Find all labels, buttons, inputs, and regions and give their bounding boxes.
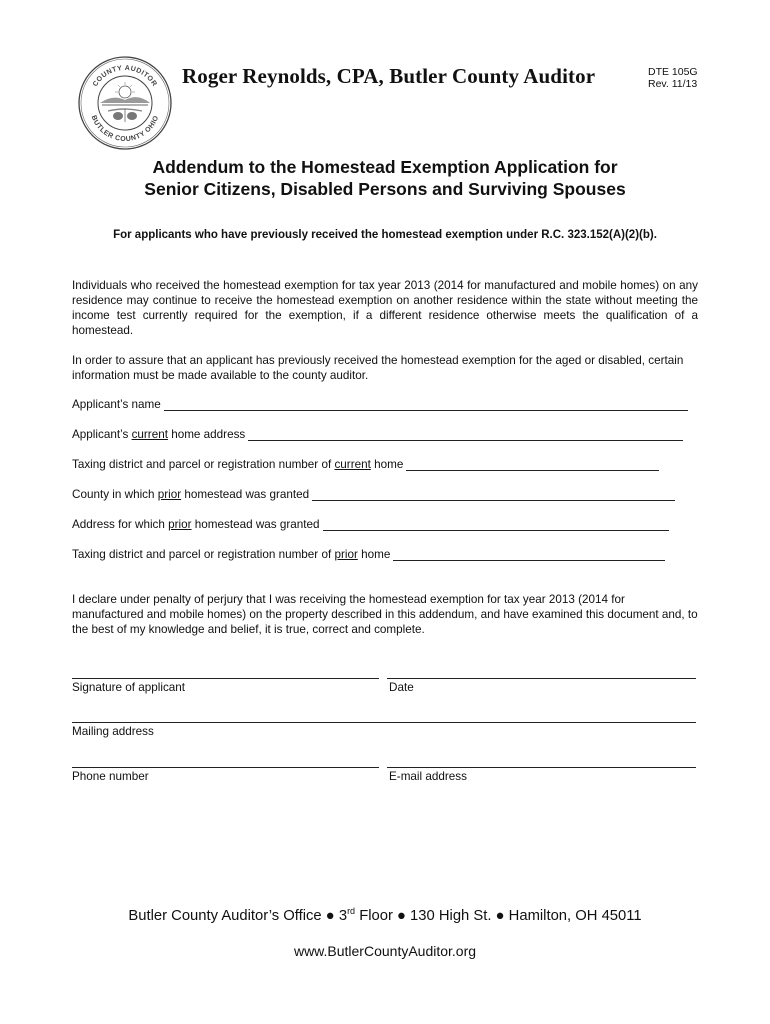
intro-paragraph: Individuals who received the homestead exemption for tax year 2013 (2014 for manufactured and mobile homes) on any residence may continue to receive the homestead exemption on another residence within the state without meeting the income test currently required for the exemption, if a different residence otherwise meets the qualification of a homestead. <box>72 279 698 337</box>
prior-parcel-label-em: prior <box>334 548 358 561</box>
current-parcel-field[interactable] <box>72 458 659 471</box>
signature-label: Signature of applicant <box>72 681 186 694</box>
county-label <box>72 488 309 501</box>
seal-landscape-icon <box>100 82 150 122</box>
applicant-name-line[interactable] <box>164 399 688 411</box>
seal-text-top: COUNTY AUDITOR <box>91 64 159 88</box>
county-line[interactable] <box>312 489 675 501</box>
applicant-name-label: Applicant’s name <box>72 398 161 411</box>
floor-superscript: rd <box>347 906 356 916</box>
phone-line[interactable] <box>72 767 379 768</box>
date-label: Date <box>389 681 414 694</box>
office-address <box>0 906 770 924</box>
title-line-1: Addendum to the Homestead Exemption Application for <box>152 157 618 177</box>
prior-address-field[interactable] <box>72 518 669 531</box>
county-label-post: homestead was granted <box>181 488 310 501</box>
current-parcel-label <box>72 458 403 471</box>
form-code <box>648 66 698 90</box>
prior-address-label-pre: Address for which <box>72 518 169 531</box>
county-label-pre: County in which <box>72 488 158 501</box>
prior-parcel-line[interactable] <box>393 549 665 561</box>
home-address-label-pre: Applicant’s <box>72 428 132 441</box>
website-link[interactable]: www.ButlerCountyAuditor.org <box>293 943 477 959</box>
prior-parcel-label-pre: Taxing district and parcel or registration number of <box>72 548 335 561</box>
email-label: E-mail address <box>389 770 467 783</box>
document-subtitle: For applicants who have previously received the homestead exemption under R.C. 323.152(A)(2)(b). <box>113 229 657 241</box>
home-address-label-em: current <box>131 428 168 441</box>
document-title <box>0 156 770 200</box>
county-label-em: prior <box>157 488 182 501</box>
office-address-part-1: Butler County Auditor’s Office ● 3 <box>128 908 348 924</box>
declaration-paragraph: I declare under penalty of perjury that I was receiving the homestead exemption for tax year 2013 (2014 for manufactured and mobile homes) on the property described in this addendum, and have examined this document and, to the best of my knowledge and belief, it is true, correct and complete. <box>72 593 698 636</box>
current-parcel-label-post: home <box>370 458 404 471</box>
prior-parcel-label-post: home <box>357 548 391 561</box>
mailing-address-label: Mailing address <box>72 725 154 738</box>
home-address-line[interactable] <box>248 429 683 441</box>
mailing-address-line[interactable] <box>72 722 696 723</box>
form-revision: Rev. 11/13 <box>648 78 698 90</box>
auditor-title: Roger Reynolds, CPA, Butler County Auditor <box>182 64 596 88</box>
title-line-2: Senior Citizens, Disabled Persons and Surviving Spouses <box>144 179 626 199</box>
county-field[interactable] <box>72 488 675 501</box>
home-address-label <box>72 428 245 441</box>
email-line[interactable] <box>387 767 696 768</box>
prior-parcel-field[interactable] <box>72 548 665 561</box>
home-address-field[interactable] <box>72 428 683 441</box>
signature-line[interactable] <box>72 678 379 679</box>
prior-address-label-post: homestead was granted <box>191 518 320 531</box>
prior-address-label <box>72 518 320 531</box>
form-number: DTE 105G <box>648 66 698 78</box>
current-parcel-label-pre: Taxing district and parcel or registration number of <box>72 458 335 471</box>
current-parcel-line[interactable] <box>406 459 659 471</box>
applicant-name-field[interactable] <box>72 398 688 411</box>
date-line[interactable] <box>387 678 696 679</box>
office-address-part-2: Floor ● 130 High St. ● Hamilton, OH 45011 <box>355 908 642 924</box>
home-address-label-post: home address <box>167 428 246 441</box>
phone-label: Phone number <box>72 770 149 783</box>
assure-paragraph: In order to assure that an applicant has previously received the homestead exemption for the aged or disabled, certain information must be made available to the county auditor. <box>72 354 684 382</box>
county-auditor-seal <box>78 56 172 150</box>
prior-parcel-label <box>72 548 390 561</box>
prior-address-label-em: prior <box>168 518 192 531</box>
prior-address-line[interactable] <box>323 519 669 531</box>
current-parcel-label-em: current <box>334 458 371 471</box>
seal-text-bottom: BUTLER COUNTY OHIO <box>89 114 161 144</box>
